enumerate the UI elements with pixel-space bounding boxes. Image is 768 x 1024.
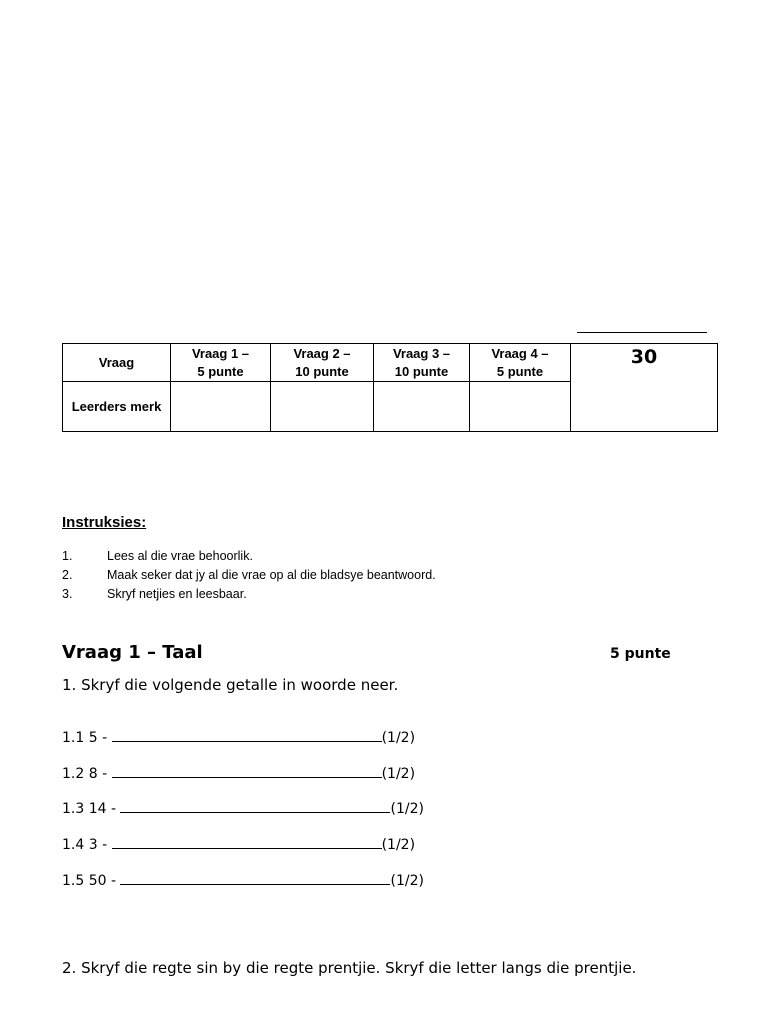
instructions-title: Instruksies:	[62, 514, 147, 531]
question-1-title: Vraag 1 – Taal	[62, 642, 203, 663]
answer-row-1-1: 1.1 5 - (1/2)	[62, 730, 416, 746]
question-1-part-1-prompt: 1. Skryf die volgende getalle in woorde neer.	[62, 676, 399, 694]
mark-cell-vraag-3[interactable]	[374, 382, 470, 432]
answer-blank-1-4[interactable]	[112, 836, 382, 849]
total-marks-cell: 30	[571, 344, 718, 432]
answer-row-1-5: 1.5 50 - (1/2)	[62, 873, 424, 889]
answer-blank-1-5[interactable]	[120, 872, 390, 885]
total-score-line	[577, 332, 707, 333]
answer-blank-1-1[interactable]	[112, 729, 382, 742]
column-vraag-1: Vraag 1 – 5 punte	[171, 344, 271, 382]
row-label-leerders-merk: Leerders merk	[63, 382, 171, 432]
answer-row-1-2: 1.2 8 - (1/2)	[62, 766, 416, 782]
mark-cell-vraag-4[interactable]	[470, 382, 571, 432]
row-label-vraag: Vraag	[63, 344, 171, 382]
question-1-points: 5 punte	[610, 646, 671, 662]
answer-blank-1-3[interactable]	[120, 800, 390, 813]
mark-cell-vraag-2[interactable]	[271, 382, 374, 432]
question-1-part-2-prompt: 2. Skryf die regte sin by die regte prentjie. Skryf die letter langs die prentjie.	[62, 959, 637, 977]
column-vraag-4: Vraag 4 – 5 punte	[470, 344, 571, 382]
marks-table-header-row	[63, 344, 718, 382]
mark-cell-vraag-1[interactable]	[171, 382, 271, 432]
answer-row-1-4: 1.4 3 - (1/2)	[62, 837, 416, 853]
column-vraag-2: Vraag 2 – 10 punte	[271, 344, 374, 382]
marks-table	[62, 343, 718, 432]
answer-row-1-3: 1.3 14 - (1/2)	[62, 801, 424, 817]
column-vraag-3: Vraag 3 – 10 punte	[374, 344, 470, 382]
answer-blank-1-2[interactable]	[112, 765, 382, 778]
